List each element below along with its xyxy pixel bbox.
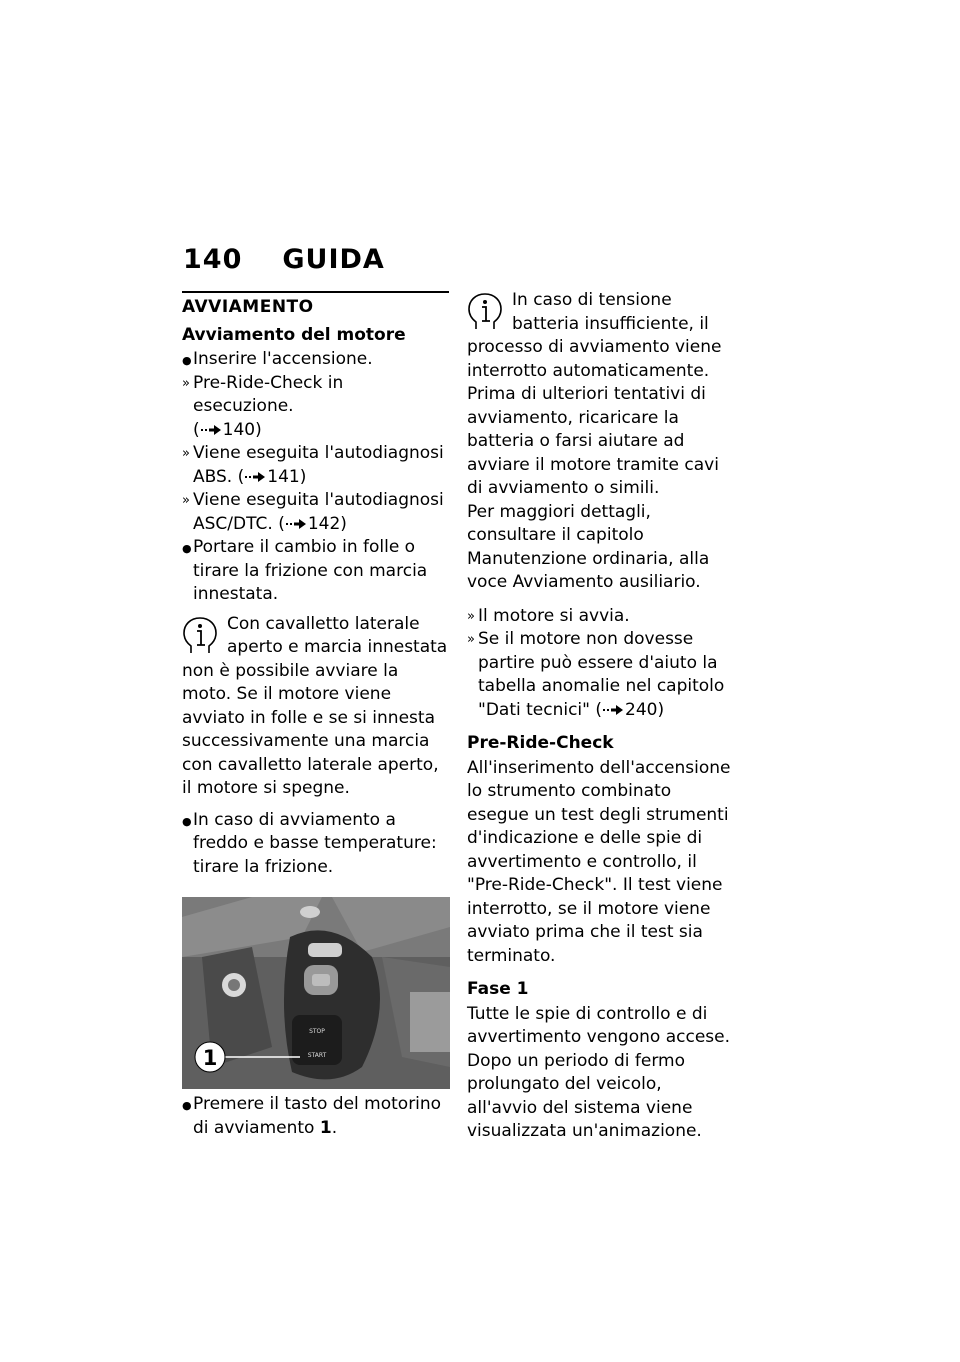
page-number: 140 [183,244,243,275]
page-reference[interactable]: ( 140) [193,419,262,440]
callout-number: 1 [202,1046,218,1070]
step-item [182,536,449,607]
result-marker: » [182,493,190,508]
info-icon [467,290,503,330]
bullet-marker: ● [182,542,192,555]
handlebar-switch-photo [182,897,450,1089]
info-note [467,289,737,595]
chapter-title: GUIDA [282,244,385,275]
body-text: All'inserimento dell'accensione lo strumento combinato esegue un test degli strumenti d'indicazione e delle spie di avvertimento e controllo, il "Pre-Ride-Check". Il test viene interrotto, se il motore viene avviato prima che il test sia terminato. [467,757,731,966]
note-text: In caso di tensione [512,290,672,310]
result-marker: » [467,608,475,624]
arrow-right-icon [286,519,306,529]
info-note [182,613,449,801]
right-column [467,289,737,1144]
step-item [182,348,449,372]
result-marker: » [182,446,190,461]
page-reference[interactable]: ( 141) [237,466,307,487]
start-label: START [307,1052,327,1059]
step-text: In caso di avviamento a freddo e basse temperature: tirare la frizione. [193,809,437,877]
result-item [182,442,449,489]
result-marker: » [182,375,190,391]
result-marker: » [467,632,475,647]
section-title: AVVIAMENTO [182,297,314,317]
result-text: Viene eseguita l'autodiagnosi ASC/DTC. [193,490,444,534]
note-text: aperto e marcia innestata [227,637,448,657]
left-column [182,289,449,1140]
step-text: Premere il tasto del motorino di avviamento [193,1094,442,1138]
page-reference[interactable]: ( 142) [278,513,347,534]
step-item [182,809,449,880]
result-text: Pre-Ride-Check in esecuzione. [193,372,344,416]
section-divider [182,291,449,293]
step-text: Portare il cambio in folle o tirare la frizione con marcia innestata. [193,537,428,604]
body-text: Tutte le spie di controllo e di avvertimento vengono accese. Dopo un periodo di fermo prolungato del veicolo, all'avvio del sistema viene visualizzata un'animazione. [467,1003,730,1141]
subsection-title: Pre-Ride-Check [467,733,614,753]
callout-reference: 1 [319,1117,332,1138]
note-text: non è possibile avviare la moto. Se il motore viene avviato in folle e se si innesta successivamente una marcia con cavalletto laterale aperto, il motore si spegne. [182,660,439,798]
step-item: ● Premere il tasto del motorino di avviamento 1. [182,1094,442,1138]
note-text: processo di avviamento viene interrotto automaticamente. Prima di ulteriori tentativi di avviamento, ricaricare la batteria o farsi aiutare ad avviare il motore tramite cavi di avviamento o simili. [467,337,722,498]
result-text: Viene eseguita l'autodiagnosi ABS. [193,443,444,487]
result-text: Se il motore non dovesse partire può essere d'aiuto la tabella anomalie nel capitolo "Dati tecnici" [478,629,725,720]
result-item [467,605,737,629]
result-item [182,489,449,536]
subsection-title: Avviamento del motore [182,324,406,345]
result-item [467,628,737,722]
note-text: Per maggiori dettagli, consultare il capitolo Manutenzione ordinaria, alla voce Avviamento ausiliario. [467,501,710,592]
arrow-right-icon [245,472,265,482]
bullet-marker: ● [182,1099,192,1112]
step-text: Inserire l'accensione. [193,349,373,369]
stop-label: STOP [309,1028,325,1035]
page-header [183,244,385,275]
result-text: Il motore si avvia. [478,605,630,626]
arrow-right-icon [603,705,623,715]
note-text: Con cavalletto laterale [227,613,420,634]
info-icon [182,614,218,654]
bullet-marker: ● [182,354,192,367]
arrow-right-icon [201,425,221,435]
subsection-title: Fase 1 [467,979,529,999]
bullet-marker: ● [182,814,192,828]
result-item [182,372,449,443]
note-text: batteria insufficiente, il [512,313,709,334]
page-reference[interactable]: ( 240) [595,699,665,720]
